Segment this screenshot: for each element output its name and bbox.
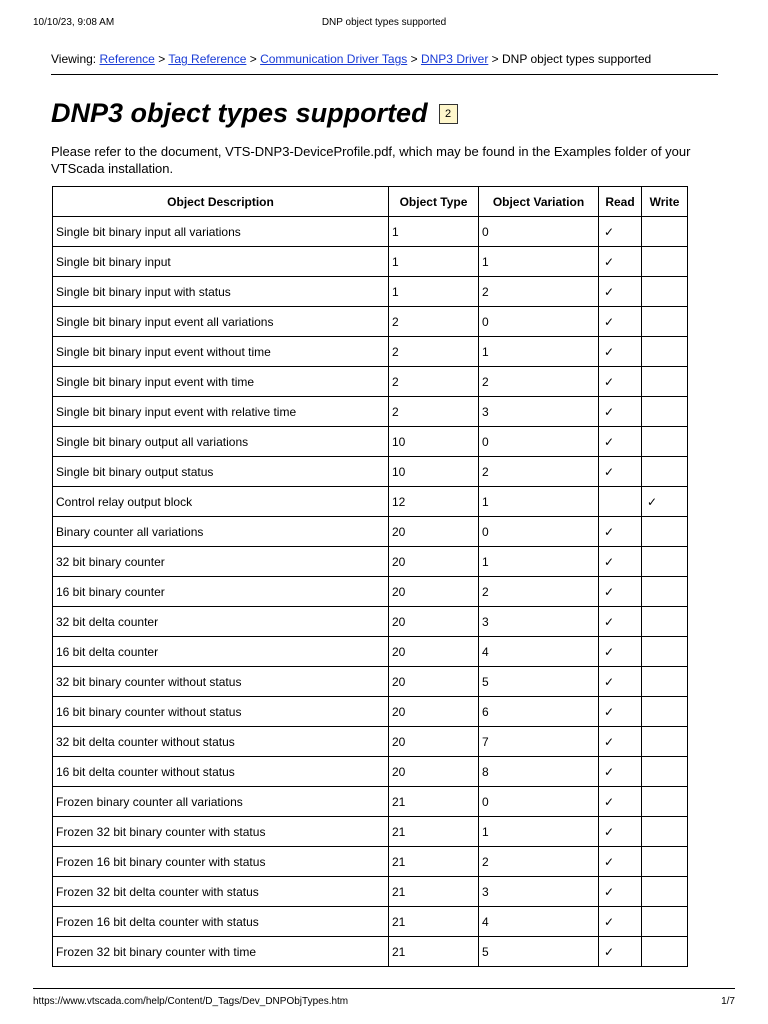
cell-description: 16 bit binary counter without status [53, 697, 389, 727]
table-row [53, 577, 688, 607]
cell-description: Single bit binary input [53, 247, 389, 277]
cell-object-variation: 1 [479, 337, 599, 367]
table-body [53, 217, 688, 967]
cell-write [642, 547, 688, 577]
table-row [53, 637, 688, 667]
table-row [53, 307, 688, 337]
cell-object-type: 21 [389, 817, 479, 847]
cell-read: ✓ [599, 817, 642, 847]
breadcrumb-current: DNP object types supported [502, 52, 652, 66]
cell-description: 32 bit delta counter without status [53, 727, 389, 757]
cell-object-type: 20 [389, 577, 479, 607]
breadcrumb-link-communication-driver-tags[interactable]: Communication Driver Tags [260, 52, 408, 66]
cell-read: ✓ [599, 547, 642, 577]
table-row [53, 517, 688, 547]
print-url: https://www.vtscada.com/help/Content/D_Tags/Dev_DNPObjTypes.htm [33, 996, 349, 1007]
print-datetime: 10/10/23, 9:08 AM [33, 17, 115, 28]
cell-write [642, 727, 688, 757]
cell-object-variation: 3 [479, 607, 599, 637]
table-row [53, 787, 688, 817]
table-row [53, 367, 688, 397]
cell-object-type: 20 [389, 607, 479, 637]
cell-object-type: 1 [389, 217, 479, 247]
table-row [53, 667, 688, 697]
cell-object-variation: 1 [479, 547, 599, 577]
cell-object-variation: 0 [479, 307, 599, 337]
cell-read [599, 487, 642, 517]
cell-read: ✓ [599, 367, 642, 397]
table-row [53, 277, 688, 307]
cell-read: ✓ [599, 757, 642, 787]
cell-object-variation: 3 [479, 397, 599, 427]
cell-description: Frozen 16 bit binary counter with status [53, 847, 389, 877]
table-row [53, 217, 688, 247]
table-row [53, 397, 688, 427]
cell-read: ✓ [599, 667, 642, 697]
cell-object-type: 20 [389, 547, 479, 577]
cell-object-type: 20 [389, 757, 479, 787]
intro-paragraph: Please refer to the document, VTS-DNP3-DeviceProfile.pdf, which may be found in the Examples folder of your VTScada installation. [51, 144, 691, 176]
breadcrumb [51, 51, 718, 75]
column-header: Object Type [389, 187, 479, 217]
cell-description: Single bit binary input event with relative time [53, 397, 389, 427]
breadcrumb-separator: > [249, 52, 257, 66]
cell-write [642, 427, 688, 457]
cell-object-type: 10 [389, 427, 479, 457]
cell-object-type: 20 [389, 517, 479, 547]
breadcrumb-separator: > [410, 52, 418, 66]
cell-object-type: 21 [389, 787, 479, 817]
breadcrumb-separator: > [491, 52, 499, 66]
cell-write [642, 307, 688, 337]
page-title: DNP3 object types supported [51, 98, 428, 128]
table-row [53, 937, 688, 967]
print-page-title: DNP object types supported [321, 17, 447, 28]
cell-object-variation: 1 [479, 487, 599, 517]
cell-read: ✓ [599, 607, 642, 637]
cell-object-type: 10 [389, 457, 479, 487]
cell-description: Single bit binary input event all variations [53, 307, 389, 337]
cell-read: ✓ [599, 277, 642, 307]
cell-write [642, 397, 688, 427]
cell-write [642, 607, 688, 637]
table-row [53, 457, 688, 487]
cell-object-variation: 5 [479, 937, 599, 967]
breadcrumb-link-reference[interactable]: Reference [99, 52, 155, 66]
page-heading [51, 98, 458, 129]
cell-description: 16 bit binary counter [53, 577, 389, 607]
cell-write [642, 697, 688, 727]
cell-object-variation: 0 [479, 787, 599, 817]
cell-description: Single bit binary input event with time [53, 367, 389, 397]
cell-write [642, 217, 688, 247]
cell-read: ✓ [599, 637, 642, 667]
table-row [53, 877, 688, 907]
table-row [53, 547, 688, 577]
cell-write [642, 817, 688, 847]
cell-write [642, 277, 688, 307]
print-header [33, 17, 735, 31]
cell-description: Single bit binary output all variations [53, 427, 389, 457]
cell-description: Frozen binary counter all variations [53, 787, 389, 817]
cell-write [642, 787, 688, 817]
table-row [53, 817, 688, 847]
cell-read: ✓ [599, 577, 642, 607]
cell-object-variation: 0 [479, 217, 599, 247]
cell-description: 32 bit binary counter [53, 547, 389, 577]
cell-description: Binary counter all variations [53, 517, 389, 547]
cell-object-variation: 1 [479, 247, 599, 277]
cell-object-variation: 3 [479, 877, 599, 907]
cell-read: ✓ [599, 697, 642, 727]
table-row [53, 247, 688, 277]
cell-description: Frozen 32 bit binary counter with status [53, 817, 389, 847]
cell-object-type: 2 [389, 307, 479, 337]
cell-read: ✓ [599, 517, 642, 547]
cell-object-type: 21 [389, 877, 479, 907]
cell-read: ✓ [599, 307, 642, 337]
cell-read: ✓ [599, 217, 642, 247]
cell-description: Single bit binary input event without time [53, 337, 389, 367]
cell-read: ✓ [599, 937, 642, 967]
cell-object-type: 2 [389, 397, 479, 427]
cell-object-variation: 2 [479, 457, 599, 487]
cell-read: ✓ [599, 427, 642, 457]
cell-description: Single bit binary input all variations [53, 217, 389, 247]
cell-object-variation: 4 [479, 907, 599, 937]
table-row [53, 337, 688, 367]
table-row [53, 907, 688, 937]
cell-object-type: 1 [389, 277, 479, 307]
cell-object-variation: 2 [479, 847, 599, 877]
table-row [53, 757, 688, 787]
cell-object-variation: 5 [479, 667, 599, 697]
cell-description: Single bit binary output status [53, 457, 389, 487]
cell-object-type: 1 [389, 247, 479, 277]
cell-write [642, 247, 688, 277]
cell-object-type: 20 [389, 637, 479, 667]
cell-description: Frozen 32 bit delta counter with status [53, 877, 389, 907]
cell-write [642, 847, 688, 877]
cell-read: ✓ [599, 247, 642, 277]
cell-object-variation: 1 [479, 817, 599, 847]
cell-read: ✓ [599, 877, 642, 907]
cell-object-type: 21 [389, 847, 479, 877]
cell-object-variation: 7 [479, 727, 599, 757]
table-row [53, 727, 688, 757]
column-header: Object Description [53, 187, 389, 217]
cell-description: Frozen 16 bit delta counter with status [53, 907, 389, 937]
breadcrumb-link-dnp3-driver[interactable]: DNP3 Driver [420, 52, 489, 66]
cell-object-type: 12 [389, 487, 479, 517]
cell-read: ✓ [599, 847, 642, 877]
cell-read: ✓ [599, 727, 642, 757]
cell-write: ✓ [642, 487, 688, 517]
cell-object-type: 20 [389, 697, 479, 727]
cell-write [642, 457, 688, 487]
cell-write [642, 907, 688, 937]
cell-object-type: 20 [389, 727, 479, 757]
column-header: Object Variation [479, 187, 599, 217]
cell-write [642, 367, 688, 397]
cell-object-type: 21 [389, 907, 479, 937]
page-indicator: 1/7 [721, 996, 735, 1007]
table-row [53, 607, 688, 637]
cell-read: ✓ [599, 397, 642, 427]
column-header: Read [599, 187, 642, 217]
table-row [53, 487, 688, 517]
breadcrumb-viewing-label: Viewing: [51, 52, 97, 66]
table-row [53, 697, 688, 727]
object-types-table [52, 186, 688, 967]
cell-object-variation: 2 [479, 277, 599, 307]
table-row [53, 427, 688, 457]
table-header-row [53, 187, 688, 217]
cell-description: 32 bit binary counter without status [53, 667, 389, 697]
cell-description: 16 bit delta counter [53, 637, 389, 667]
topic-badge[interactable]: 2 [439, 104, 458, 124]
breadcrumb-separator: > [158, 52, 166, 66]
cell-object-variation: 0 [479, 427, 599, 457]
cell-description: Control relay output block [53, 487, 389, 517]
cell-object-variation: 8 [479, 757, 599, 787]
cell-write [642, 877, 688, 907]
cell-read: ✓ [599, 337, 642, 367]
cell-description: 32 bit delta counter [53, 607, 389, 637]
cell-object-type: 2 [389, 367, 479, 397]
cell-object-variation: 2 [479, 577, 599, 607]
print-footer [33, 988, 735, 1009]
cell-write [642, 517, 688, 547]
cell-object-type: 20 [389, 667, 479, 697]
cell-read: ✓ [599, 907, 642, 937]
cell-object-variation: 6 [479, 697, 599, 727]
table-row [53, 847, 688, 877]
cell-object-type: 21 [389, 937, 479, 967]
cell-write [642, 637, 688, 667]
column-header: Write [642, 187, 688, 217]
cell-write [642, 667, 688, 697]
breadcrumb-link-tag-reference[interactable]: Tag Reference [168, 52, 247, 66]
cell-write [642, 937, 688, 967]
cell-read: ✓ [599, 787, 642, 817]
cell-write [642, 337, 688, 367]
cell-object-variation: 4 [479, 637, 599, 667]
cell-object-variation: 0 [479, 517, 599, 547]
cell-write [642, 577, 688, 607]
cell-write [642, 757, 688, 787]
cell-read: ✓ [599, 457, 642, 487]
cell-description: Single bit binary input with status [53, 277, 389, 307]
cell-description: Frozen 32 bit binary counter with time [53, 937, 389, 967]
cell-description: 16 bit delta counter without status [53, 757, 389, 787]
cell-object-variation: 2 [479, 367, 599, 397]
cell-object-type: 2 [389, 337, 479, 367]
